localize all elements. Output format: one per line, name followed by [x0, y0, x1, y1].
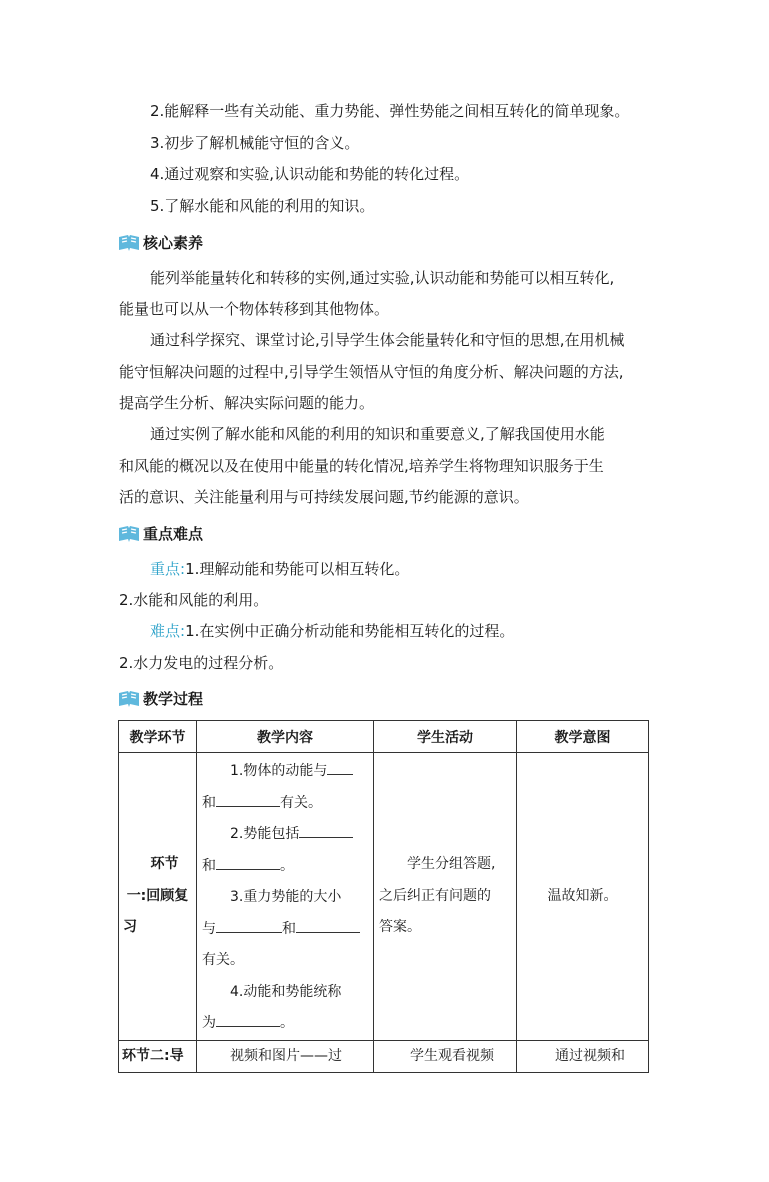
core-title: 核心素养	[143, 234, 204, 252]
question-2-cont	[202, 851, 373, 883]
key-1-text: 1.理解动能和势能可以相互转化。	[185, 560, 410, 578]
keypoints-heading	[118, 523, 203, 545]
process-heading	[118, 688, 203, 710]
objective-3: 3.初步了解机械能守恒的含义。	[150, 134, 360, 152]
difficulty-1-text: 1.在实例中正确分析动能和势能相互转化的过程。	[185, 622, 515, 640]
process-table	[118, 720, 649, 1073]
row2-content-text: 视频和图片——过	[230, 1047, 342, 1064]
header-activity: 学生活动	[374, 721, 517, 753]
q1-and: 和	[202, 794, 216, 811]
question-3-cont	[202, 914, 373, 946]
table-header-row	[119, 721, 649, 753]
row1-intent	[517, 753, 649, 1041]
answer-blank	[216, 1009, 280, 1027]
row1-stage	[119, 753, 197, 1041]
core-p3-line2: 和风能的概况以及在使用中能量的转化情况,培养学生将物理知识服务于生	[119, 457, 604, 475]
row2-content	[197, 1040, 374, 1073]
core-heading	[118, 232, 203, 254]
answer-blank	[299, 820, 353, 838]
question-2	[202, 819, 373, 851]
header-stage: 教学环节	[119, 721, 197, 753]
row2-activity-text: 学生观看视频	[410, 1047, 494, 1064]
core-p3-line3: 活的意识、关注能量利用与可持续发展问题,节约能源的意识。	[119, 488, 529, 506]
q4-as: 为	[202, 1015, 216, 1031]
table-row	[119, 1040, 649, 1073]
row2-stage	[119, 1040, 197, 1073]
answer-blank	[296, 915, 360, 933]
row2-intent	[517, 1040, 649, 1073]
objective-4: 4.通过观察和实验,认识动能和势能的转化过程。	[150, 165, 470, 183]
row1-intent-text: 温故知新。	[547, 887, 618, 904]
book-icon	[118, 690, 140, 708]
q1-text: 1.物体的动能与	[230, 763, 328, 779]
objective-5: 5.了解水能和风能的利用的知识。	[150, 197, 375, 215]
key-tag: 重点:	[150, 560, 186, 578]
difficulty-1	[150, 621, 514, 641]
row2-stage-text: 环节二:导	[122, 1047, 184, 1064]
core-p1-line2: 能量也可以从一个物体转移到其他物体。	[119, 300, 390, 318]
core-p2-line3: 提高学生分析、解决实际问题的能力。	[119, 394, 375, 412]
table-row	[119, 753, 649, 1041]
answer-blank	[216, 915, 282, 933]
q4-end: 。	[280, 1015, 294, 1031]
question-4-cont	[202, 1008, 373, 1040]
header-content: 教学内容	[197, 721, 374, 753]
book-icon	[118, 234, 140, 252]
row1-content	[197, 753, 374, 1041]
difficulty-tag: 难点:	[150, 622, 186, 640]
row2-intent-text: 通过视频和	[555, 1047, 625, 1064]
q2-text: 2.势能包括	[230, 826, 300, 842]
q2-and: 和	[202, 857, 216, 874]
row1-activity-line1: 学生分组答题,	[407, 856, 496, 872]
core-p2-line1: 通过科学探究、课堂讨论,引导学生体会能量转化和守恒的思想,在用机械	[150, 331, 625, 349]
row1-stage-line3: 习	[123, 919, 137, 935]
q1-end: 有关。	[280, 794, 322, 811]
question-4: 4.动能和势能统称	[230, 983, 342, 1000]
row1-activity-line3: 答案。	[379, 919, 421, 935]
objective-2: 2.能解释一些有关动能、重力势能、弹性势能之间相互转化的简单现象。	[150, 102, 630, 120]
question-3: 3.重力势能的大小	[230, 889, 342, 905]
process-title: 教学过程	[143, 690, 204, 708]
question-1-cont	[202, 788, 373, 820]
q2-end: 。	[280, 857, 294, 874]
keypoints-title: 重点难点	[143, 525, 204, 543]
core-p1-line1: 能列举能量转化和转移的实例,通过实验,认识动能和势能可以相互转化,	[150, 269, 615, 287]
book-icon	[118, 525, 140, 543]
core-p2-line2: 能守恒解决问题的过程中,引导学生领悟从守恒的角度分析、解决问题的方法,	[119, 363, 624, 381]
row1-activity	[374, 753, 517, 1041]
q3-with: 与	[202, 920, 216, 937]
row1-activity-line2: 之后纠正有问题的	[379, 887, 491, 904]
core-p3-line1: 通过实例了解水能和风能的利用的知识和重要意义,了解我国使用水能	[150, 425, 605, 443]
row1-stage-line1: 环节	[150, 856, 179, 872]
answer-blank	[216, 852, 280, 870]
answer-blank	[327, 757, 353, 775]
header-intent: 教学意图	[517, 721, 649, 753]
key-point-2: 2.水能和风能的利用。	[119, 591, 269, 609]
question-3-end: 有关。	[202, 952, 244, 968]
question-1	[202, 756, 373, 788]
q3-and: 和	[282, 920, 296, 937]
row2-activity	[374, 1040, 517, 1073]
answer-blank	[216, 789, 280, 807]
difficulty-2: 2.水力发电的过程分析。	[119, 654, 284, 672]
key-point-1	[150, 559, 409, 579]
row1-stage-line2: 一:回顾复	[126, 887, 189, 904]
